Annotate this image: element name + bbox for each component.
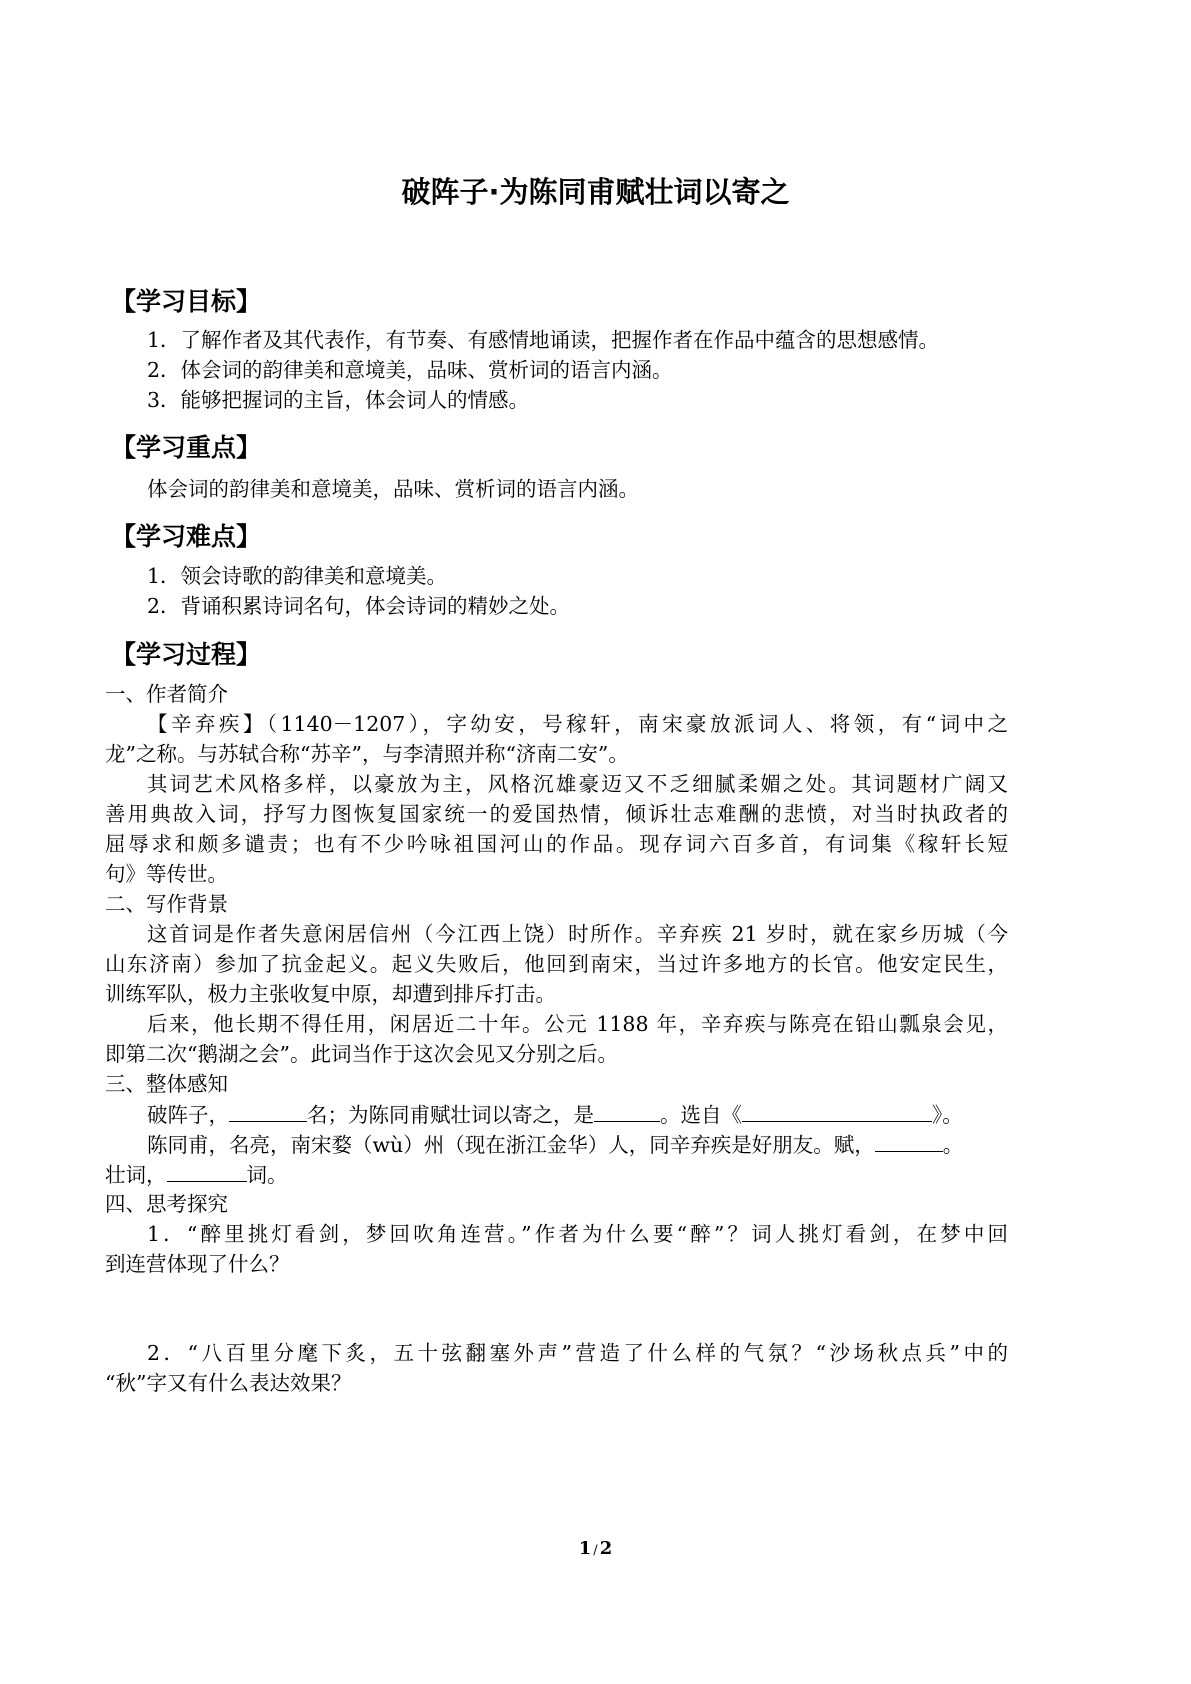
subsection-heading-background: 二、写作背景 — [105, 892, 228, 916]
perception-line — [147, 1099, 963, 1130]
author-paragraph-line: 龙”之称。与苏轼合称“苏辛”，与李清照并称“济南二安”。 — [105, 742, 629, 766]
perception-text: 破阵子， — [147, 1103, 229, 1127]
author-paragraph-line: 【辛弃疾】（1140－1207），字幼安，号稼轩，南宋豪放派词人、将领，有“词中之 — [147, 712, 1008, 736]
author-paragraph-line: 其词艺术风格多样，以豪放为主，风格沉雄豪迈又不乏细腻柔媚之处。其词题材广阔又 — [147, 772, 1008, 796]
subsection-heading-perception: 三、整体感知 — [105, 1072, 228, 1096]
perception-text: 。选自《 — [660, 1103, 742, 1127]
author-paragraph-line: 屈辱求和颇多谴责；也有不少吟咏祖国河山的作品。现存词六百多首，有词集《稼轩长短 — [105, 832, 1008, 856]
author-paragraph-line: 善用典故入词，抒写力图恢复国家统一的爱国热情，倾诉壮志难酬的悲愤，对当时执政者的 — [105, 802, 1008, 826]
question-line: 2．“八百里分麾下炙，五十弦翻塞外声”营造了什么样的气氛？“沙场秋点兵”中的 — [147, 1341, 1008, 1365]
fill-blank[interactable] — [229, 1099, 307, 1122]
section-heading-process: 【学习过程】 — [111, 640, 262, 669]
section-heading-difficulties: 【学习难点】 — [111, 522, 262, 551]
page-separator: / — [593, 1543, 598, 1558]
objective-item: 1．了解作者及其代表作，有节奏、有感情地诵读，把握作者在作品中蕴含的思想感情。 — [147, 328, 940, 352]
background-paragraph-line: 后来，他长期不得任用，闲居近二十年。公元 1188 年，辛弃疾与陈亮在铅山瓢泉会见， — [147, 1012, 1008, 1036]
perception-line — [147, 1129, 963, 1160]
fill-blank[interactable] — [875, 1129, 943, 1152]
perception-text: 陈同甫，名亮，南宋婺（wù）州（现在浙江金华）人，同辛弃疾是好朋友。赋， — [147, 1133, 875, 1157]
page-title: 破阵子·为陈同甫赋壮词以寄之 — [401, 175, 790, 209]
page-number — [0, 1538, 1191, 1559]
perception-line — [105, 1159, 288, 1190]
background-paragraph-line: 训练军队，极力主张收复中原，却遭到排斥打击。 — [105, 982, 556, 1006]
subsection-heading-inquiry: 四、思考探究 — [105, 1192, 228, 1216]
fill-blank[interactable] — [594, 1099, 660, 1122]
background-paragraph-line: 山东济南）参加了抗金起义。起义失败后，他回到南宋，当过许多地方的长官。他安定民生， — [105, 952, 1008, 976]
perception-text: 。 — [942, 1133, 964, 1157]
question-line: 到连营体现了什么？ — [105, 1252, 290, 1276]
question-line: “秋”字又有什么表达效果？ — [105, 1371, 352, 1395]
background-paragraph-line: 即第二次“鹅湖之会”。此词当作于这次会见又分别之后。 — [105, 1042, 618, 1066]
difficulty-item: 1．领会诗歌的韵律美和意境美。 — [147, 564, 448, 588]
page-current: 1 — [578, 1538, 592, 1559]
difficulty-item: 2．背诵积累诗词名句，体会诗词的精妙之处。 — [147, 594, 571, 618]
perception-text: 词。 — [246, 1163, 288, 1187]
question-line: 1．“醉里挑灯看剑，梦回吹角连营。”作者为什么要“醉”？词人挑灯看剑，在梦中回 — [147, 1222, 1008, 1246]
objective-item: 3．能够把握词的主旨，体会词人的情感。 — [147, 388, 530, 412]
fill-blank[interactable] — [742, 1099, 932, 1122]
fill-blank[interactable] — [167, 1159, 247, 1182]
key-points-text: 体会词的韵律美和意境美，品味、赏析词的语言内涵。 — [147, 477, 639, 501]
perception-text: 名；为陈同甫赋壮词以寄之，是 — [307, 1103, 594, 1127]
perception-text: 壮词， — [105, 1163, 167, 1187]
author-paragraph-line: 句》等传世。 — [105, 862, 228, 886]
section-heading-key-points: 【学习重点】 — [111, 433, 262, 462]
section-heading-objectives: 【学习目标】 — [111, 287, 262, 316]
objective-item: 2．体会词的韵律美和意境美，品味、赏析词的语言内涵。 — [147, 358, 673, 382]
subsection-heading-author: 一、作者简介 — [105, 682, 228, 706]
page-total: 2 — [599, 1538, 613, 1559]
background-paragraph-line: 这首词是作者失意闲居信州（今江西上饶）时所作。辛弃疾 21 岁时，就在家乡历城（今 — [147, 922, 1008, 946]
perception-text: 》。 — [932, 1103, 963, 1127]
